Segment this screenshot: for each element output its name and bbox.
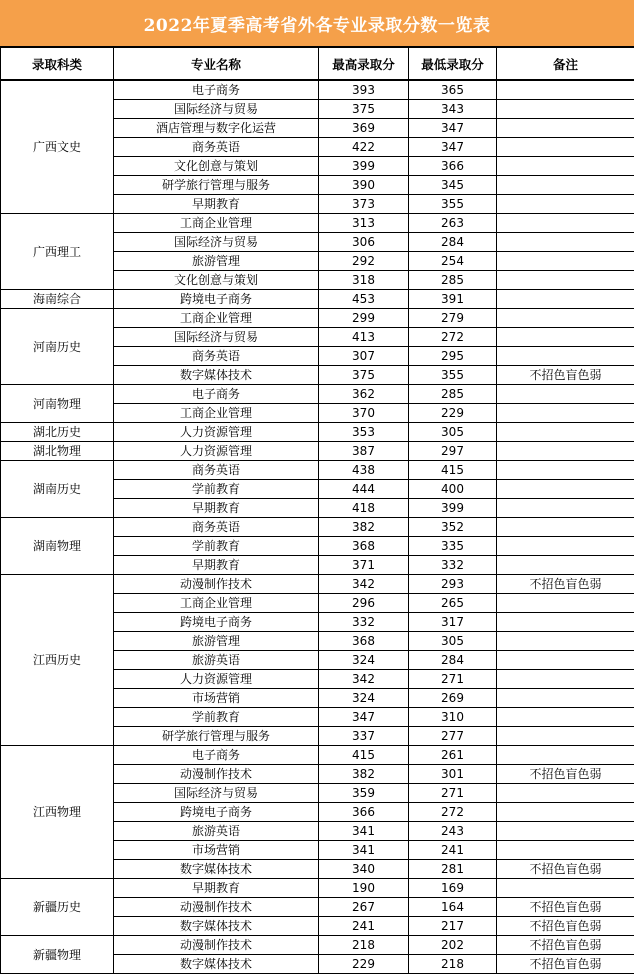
note-cell [497,480,634,499]
note-cell [497,632,634,651]
table-row [1,385,634,404]
note-cell [497,708,634,727]
min-score-cell: 305 [409,423,497,442]
note-cell [497,138,634,157]
max-score-cell: 313 [319,214,409,233]
max-score-cell: 368 [319,632,409,651]
max-score-cell: 373 [319,195,409,214]
note-cell: 不招色盲色弱 [497,955,634,974]
min-score-cell: 271 [409,784,497,803]
min-score-cell: 265 [409,594,497,613]
max-score-cell: 342 [319,670,409,689]
major-cell: 数字媒体技术 [114,366,319,385]
max-score-cell: 347 [319,708,409,727]
table-body [1,80,634,974]
category-cell: 江西历史 [1,575,114,746]
min-score-cell: 261 [409,746,497,765]
min-score-cell: 243 [409,822,497,841]
table-row [1,575,634,594]
category-cell: 湖南历史 [1,461,114,518]
major-cell: 商务英语 [114,518,319,537]
major-cell: 国际经济与贸易 [114,100,319,119]
max-score-cell: 418 [319,499,409,518]
major-cell: 商务英语 [114,138,319,157]
min-score-cell: 310 [409,708,497,727]
major-cell: 学前教育 [114,480,319,499]
note-cell: 不招色盲色弱 [497,936,634,955]
major-cell: 数字媒体技术 [114,860,319,879]
note-cell [497,290,634,309]
note-cell [497,803,634,822]
note-cell: 不招色盲色弱 [497,575,634,594]
max-score-cell: 382 [319,765,409,784]
min-score-cell: 355 [409,195,497,214]
major-cell: 工商企业管理 [114,594,319,613]
min-score-cell: 164 [409,898,497,917]
max-score-cell: 341 [319,841,409,860]
max-score-cell: 353 [319,423,409,442]
max-score-cell: 307 [319,347,409,366]
major-cell: 旅游管理 [114,632,319,651]
min-score-cell: 279 [409,309,497,328]
note-cell [497,651,634,670]
min-score-cell: 217 [409,917,497,936]
max-score-cell: 369 [319,119,409,138]
header-max-score: 最高录取分 [319,47,409,80]
major-cell: 市场营销 [114,841,319,860]
max-score-cell: 366 [319,803,409,822]
min-score-cell: 263 [409,214,497,233]
note-cell [497,195,634,214]
note-cell [497,594,634,613]
min-score-cell: 345 [409,176,497,195]
max-score-cell: 368 [319,537,409,556]
note-cell [497,119,634,138]
note-cell [497,613,634,632]
table-row [1,80,634,100]
min-score-cell: 366 [409,157,497,176]
major-cell: 数字媒体技术 [114,917,319,936]
header-row [1,47,634,80]
note-cell [497,100,634,119]
category-cell: 湖北物理 [1,442,114,461]
major-cell: 学前教育 [114,708,319,727]
max-score-cell: 390 [319,176,409,195]
category-cell: 海南综合 [1,290,114,309]
note-cell [497,252,634,271]
min-score-cell: 352 [409,518,497,537]
max-score-cell: 337 [319,727,409,746]
major-cell: 电子商务 [114,385,319,404]
max-score-cell: 324 [319,689,409,708]
major-cell: 早期教育 [114,499,319,518]
note-cell [497,746,634,765]
min-score-cell: 295 [409,347,497,366]
note-cell: 不招色盲色弱 [497,860,634,879]
max-score-cell: 267 [319,898,409,917]
header-min-score: 最低录取分 [409,47,497,80]
table-row [1,936,634,955]
major-cell: 跨境电子商务 [114,290,319,309]
note-cell [497,841,634,860]
max-score-cell: 453 [319,290,409,309]
note-cell [497,404,634,423]
major-cell: 跨境电子商务 [114,613,319,632]
header-note: 备注 [497,47,634,80]
max-score-cell: 413 [319,328,409,347]
major-cell: 动漫制作技术 [114,936,319,955]
min-score-cell: 284 [409,651,497,670]
note-cell: 不招色盲色弱 [497,765,634,784]
max-score-cell: 318 [319,271,409,290]
min-score-cell: 169 [409,879,497,898]
note-cell [497,499,634,518]
admission-score-table [0,46,634,974]
min-score-cell: 281 [409,860,497,879]
note-cell [497,233,634,252]
max-score-cell: 371 [319,556,409,575]
min-score-cell: 355 [409,366,497,385]
min-score-cell: 272 [409,328,497,347]
max-score-cell: 324 [319,651,409,670]
category-cell: 湖北历史 [1,423,114,442]
note-cell [497,347,634,366]
min-score-cell: 254 [409,252,497,271]
max-score-cell: 422 [319,138,409,157]
header-category: 录取科类 [1,47,114,80]
note-cell [497,556,634,575]
max-score-cell: 438 [319,461,409,480]
table-row [1,290,634,309]
min-score-cell: 297 [409,442,497,461]
major-cell: 早期教育 [114,879,319,898]
min-score-cell: 347 [409,119,497,138]
min-score-cell: 284 [409,233,497,252]
max-score-cell: 299 [319,309,409,328]
max-score-cell: 229 [319,955,409,974]
major-cell: 动漫制作技术 [114,765,319,784]
min-score-cell: 241 [409,841,497,860]
major-cell: 市场营销 [114,689,319,708]
category-cell: 广西文史 [1,80,114,214]
note-cell [497,879,634,898]
note-cell [497,328,634,347]
table-row [1,309,634,328]
note-cell [497,537,634,556]
max-score-cell: 362 [319,385,409,404]
note-cell: 不招色盲色弱 [497,898,634,917]
min-score-cell: 293 [409,575,497,594]
category-cell: 江西物理 [1,746,114,879]
max-score-cell: 444 [319,480,409,499]
min-score-cell: 269 [409,689,497,708]
note-cell [497,442,634,461]
max-score-cell: 375 [319,366,409,385]
max-score-cell: 332 [319,613,409,632]
table-row [1,518,634,537]
major-cell: 文化创意与策划 [114,271,319,290]
note-cell [497,176,634,195]
major-cell: 旅游管理 [114,252,319,271]
note-cell [497,727,634,746]
category-cell: 河南历史 [1,309,114,385]
min-score-cell: 365 [409,80,497,100]
min-score-cell: 218 [409,955,497,974]
category-cell: 广西理工 [1,214,114,290]
min-score-cell: 305 [409,632,497,651]
max-score-cell: 340 [319,860,409,879]
note-cell [497,157,634,176]
max-score-cell: 359 [319,784,409,803]
table-row [1,746,634,765]
min-score-cell: 343 [409,100,497,119]
major-cell: 商务英语 [114,347,319,366]
major-cell: 酒店管理与数字化运营 [114,119,319,138]
min-score-cell: 285 [409,271,497,290]
category-cell: 湖南物理 [1,518,114,575]
max-score-cell: 241 [319,917,409,936]
max-score-cell: 415 [319,746,409,765]
note-cell [497,309,634,328]
max-score-cell: 387 [319,442,409,461]
min-score-cell: 399 [409,499,497,518]
major-cell: 动漫制作技术 [114,575,319,594]
max-score-cell: 218 [319,936,409,955]
major-cell: 工商企业管理 [114,404,319,423]
major-cell: 旅游英语 [114,822,319,841]
major-cell: 动漫制作技术 [114,898,319,917]
major-cell: 跨境电子商务 [114,803,319,822]
note-cell: 不招色盲色弱 [497,366,634,385]
table-row [1,879,634,898]
min-score-cell: 317 [409,613,497,632]
note-cell [497,670,634,689]
note-cell [497,214,634,233]
major-cell: 工商企业管理 [114,214,319,233]
major-cell: 文化创意与策划 [114,157,319,176]
note-cell [497,423,634,442]
table-row [1,423,634,442]
max-score-cell: 375 [319,100,409,119]
major-cell: 研学旅行管理与服务 [114,727,319,746]
max-score-cell: 341 [319,822,409,841]
note-cell: 不招色盲色弱 [497,917,634,936]
major-cell: 研学旅行管理与服务 [114,176,319,195]
min-score-cell: 229 [409,404,497,423]
max-score-cell: 370 [319,404,409,423]
major-cell: 人力资源管理 [114,442,319,461]
min-score-cell: 347 [409,138,497,157]
category-cell: 河南物理 [1,385,114,423]
header-major: 专业名称 [114,47,319,80]
min-score-cell: 332 [409,556,497,575]
min-score-cell: 400 [409,480,497,499]
note-cell [497,822,634,841]
note-cell [497,689,634,708]
max-score-cell: 399 [319,157,409,176]
major-cell: 早期教育 [114,195,319,214]
major-cell: 人力资源管理 [114,423,319,442]
major-cell: 国际经济与贸易 [114,784,319,803]
note-cell [497,518,634,537]
min-score-cell: 272 [409,803,497,822]
major-cell: 电子商务 [114,80,319,100]
major-cell: 数字媒体技术 [114,955,319,974]
table-row [1,442,634,461]
major-cell: 电子商务 [114,746,319,765]
note-cell [497,80,634,100]
major-cell: 商务英语 [114,461,319,480]
major-cell: 工商企业管理 [114,309,319,328]
table-row [1,214,634,233]
major-cell: 旅游英语 [114,651,319,670]
category-cell: 新疆物理 [1,936,114,974]
max-score-cell: 296 [319,594,409,613]
major-cell: 国际经济与贸易 [114,233,319,252]
major-cell: 学前教育 [114,537,319,556]
max-score-cell: 393 [319,80,409,100]
note-cell [497,461,634,480]
table-title: 2022年夏季高考省外各专业录取分数一览表 [0,0,634,46]
note-cell [497,784,634,803]
major-cell: 早期教育 [114,556,319,575]
min-score-cell: 271 [409,670,497,689]
min-score-cell: 277 [409,727,497,746]
note-cell [497,271,634,290]
note-cell [497,385,634,404]
max-score-cell: 342 [319,575,409,594]
min-score-cell: 285 [409,385,497,404]
min-score-cell: 335 [409,537,497,556]
max-score-cell: 190 [319,879,409,898]
category-cell: 新疆历史 [1,879,114,936]
min-score-cell: 415 [409,461,497,480]
table-row [1,461,634,480]
major-cell: 国际经济与贸易 [114,328,319,347]
min-score-cell: 391 [409,290,497,309]
min-score-cell: 202 [409,936,497,955]
max-score-cell: 306 [319,233,409,252]
major-cell: 人力资源管理 [114,670,319,689]
max-score-cell: 292 [319,252,409,271]
max-score-cell: 382 [319,518,409,537]
min-score-cell: 301 [409,765,497,784]
